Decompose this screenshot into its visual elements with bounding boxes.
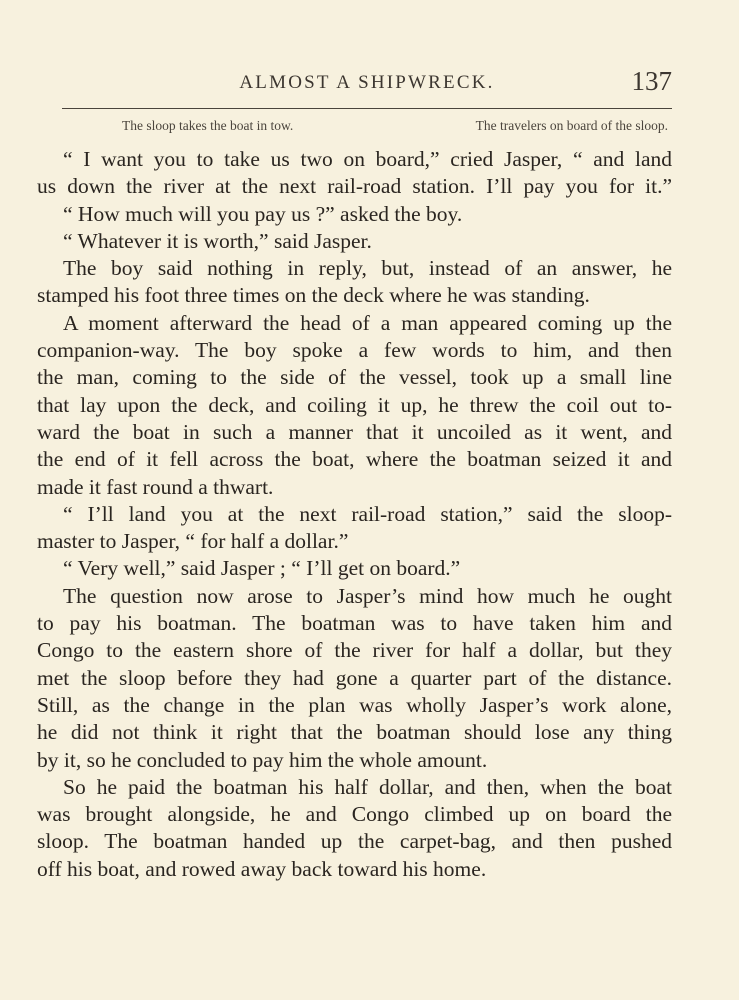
- running-title: ALMOST A SHIPWRECK.: [239, 72, 495, 93]
- text-line: “ I’ll land you at the next rail-road station,” said the sloop-: [63, 501, 672, 526]
- text-line: he did not think it right that the boatman should lose any thing: [37, 720, 672, 745]
- side-note-right: The travelers on board of the sloop.: [475, 118, 668, 133]
- text-line: “ How much will you pay us ?” asked the boy.: [63, 201, 463, 226]
- text-line: that lay upon the deck, and coiling it up, he threw the coil out to-: [37, 392, 672, 417]
- text-line: the end of it fell across the boat, where the boatman seized it and: [37, 447, 672, 472]
- text-line: The boy said nothing in reply, but, instead of an answer, he: [63, 256, 672, 281]
- running-head: [62, 66, 672, 106]
- text-line: The question now arose to Jasper’s mind how much he ought: [63, 583, 672, 608]
- text-line: companion-way. The boy spoke a few words to him, and then: [37, 338, 672, 363]
- text-line: made it fast round a thwart.: [37, 474, 274, 499]
- side-notes: [62, 118, 672, 138]
- text-line: by it, so he concluded to pay him the whole amount.: [37, 747, 488, 772]
- text-line: A moment afterward the head of a man appeared coming up the: [63, 310, 672, 335]
- body-text: [37, 146, 672, 883]
- text-line: was brought alongside, he and Congo climbed up on board the: [37, 802, 672, 827]
- page-number: 137: [631, 66, 672, 96]
- text-line: to pay his boatman. The boatman was to have taken him and: [37, 611, 672, 636]
- text-line: the man, coming to the side of the vessel, took up a small line: [37, 365, 672, 390]
- text-line: master to Jasper, “ for half a dollar.”: [37, 529, 349, 554]
- header-rule: [62, 108, 672, 109]
- text-line: met the sloop before they had gone a quarter part of the distance.: [37, 665, 672, 690]
- text-line: So he paid the boatman his half dollar, and then, when the boat: [63, 774, 672, 799]
- text-line: “ Whatever it is worth,” said Jasper.: [63, 228, 372, 253]
- side-note-left: The sloop takes the boat in tow.: [122, 118, 294, 133]
- text-line: us down the river at the next rail-road station. I’ll pay you for it.”: [37, 174, 672, 199]
- text-line: Congo to the eastern shore of the river for half a dollar, but they: [37, 638, 672, 663]
- text-line: “ Very well,” said Jasper ; “ I’ll get on board.”: [63, 556, 461, 581]
- text-line: “ I want you to take us two on board,” cried Jasper, “ and land: [63, 147, 672, 171]
- text-line: sloop. The boatman handed up the carpet-bag, and then pushed: [37, 829, 672, 854]
- text-line: ward the boat in such a manner that it uncoiled as it went, and: [37, 419, 672, 444]
- text-line: stamped his foot three times on the deck where he was standing.: [37, 283, 590, 308]
- text-line: off his boat, and rowed away back toward his home.: [37, 856, 487, 881]
- text-line: Still, as the change in the plan was wholly Jasper’s work alone,: [37, 692, 672, 717]
